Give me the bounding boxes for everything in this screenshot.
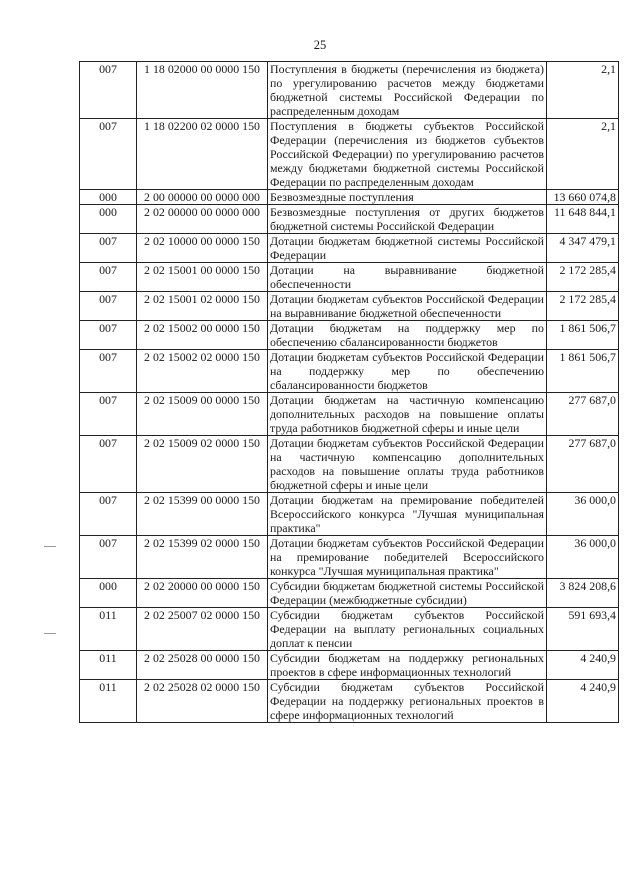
admin-code-cell: 007 <box>80 350 137 393</box>
table-row <box>80 350 619 393</box>
table-row <box>80 119 619 190</box>
admin-code-cell: 007 <box>80 292 137 321</box>
admin-code-cell: 007 <box>80 119 137 190</box>
classification-code-cell: 2 02 25028 00 0000 150 <box>137 651 268 680</box>
admin-code-cell: 011 <box>80 680 137 723</box>
classification-code-cell: 2 02 25028 02 0000 150 <box>137 680 268 723</box>
revenue-name-cell: Поступления в бюджеты субъектов Российской Федерации (перечисления из бюджетов субъектов Российской Федерации) по урегулированию расчетов между бюджетами бюджетной системы Российской Федерации по распределенным доходам <box>268 119 547 190</box>
revenue-name-cell: Дотации на выравнивание бюджетной обеспеченности <box>268 263 547 292</box>
margin-mark <box>44 633 56 634</box>
amount-cell: 277 687,0 <box>547 436 619 493</box>
budget-revenue-table <box>79 61 619 723</box>
amount-cell: 591 693,4 <box>547 608 619 651</box>
table-row <box>80 205 619 234</box>
amount-cell: 36 000,0 <box>547 536 619 579</box>
classification-code-cell: 2 02 15009 00 0000 150 <box>137 393 268 436</box>
amount-cell: 2,1 <box>547 119 619 190</box>
classification-code-cell: 2 02 15009 02 0000 150 <box>137 436 268 493</box>
amount-cell: 13 660 074,8 <box>547 190 619 205</box>
amount-cell: 4 347 479,1 <box>547 234 619 263</box>
admin-code-cell: 011 <box>80 651 137 680</box>
classification-code-cell: 2 02 15001 00 0000 150 <box>137 263 268 292</box>
amount-cell: 2 172 285,4 <box>547 263 619 292</box>
admin-code-cell: 011 <box>80 608 137 651</box>
table-row <box>80 651 619 680</box>
admin-code-cell: 007 <box>80 62 137 119</box>
revenue-name-cell: Дотации бюджетам бюджетной системы Российской Федерации <box>268 234 547 263</box>
table-row <box>80 436 619 493</box>
page-number: 25 <box>313 38 327 52</box>
classification-code-cell: 2 02 20000 00 0000 150 <box>137 579 268 608</box>
admin-code-cell: 000 <box>80 579 137 608</box>
revenue-name-cell: Субсидии бюджетам на поддержку региональных проектов в сфере информационных технологий <box>268 651 547 680</box>
revenue-name-cell: Дотации бюджетам субъектов Российской Федерации на частичную компенсацию дополнительных расходов на повышение оплаты труда работников бюджетной сферы и иные цели <box>268 436 547 493</box>
table-row <box>80 263 619 292</box>
classification-code-cell: 2 02 15399 02 0000 150 <box>137 536 268 579</box>
admin-code-cell: 007 <box>80 263 137 292</box>
revenue-name-cell: Дотации бюджетам на премирование победителей Всероссийского конкурса "Лучшая муниципальная практика" <box>268 493 547 536</box>
admin-code-cell: 000 <box>80 190 137 205</box>
revenue-name-cell: Безвозмездные поступления <box>268 190 547 205</box>
revenue-name-cell: Дотации бюджетам субъектов Российской Федерации на выравнивание бюджетной обеспеченности <box>268 292 547 321</box>
classification-code-cell: 1 18 02000 00 0000 150 <box>137 62 268 119</box>
amount-cell: 36 000,0 <box>547 493 619 536</box>
classification-code-cell: 2 02 15399 00 0000 150 <box>137 493 268 536</box>
table-row <box>80 579 619 608</box>
amount-cell: 4 240,9 <box>547 680 619 723</box>
table-row <box>80 493 619 536</box>
classification-code-cell: 2 02 15002 02 0000 150 <box>137 350 268 393</box>
amount-cell: 2,1 <box>547 62 619 119</box>
admin-code-cell: 007 <box>80 436 137 493</box>
classification-code-cell: 2 02 10000 00 0000 150 <box>137 234 268 263</box>
table-row <box>80 190 619 205</box>
amount-cell: 2 172 285,4 <box>547 292 619 321</box>
admin-code-cell: 007 <box>80 493 137 536</box>
table-row <box>80 608 619 651</box>
classification-code-cell: 2 02 15002 00 0000 150 <box>137 321 268 350</box>
table-row <box>80 62 619 119</box>
margin-mark <box>44 546 56 547</box>
table-row <box>80 321 619 350</box>
amount-cell: 4 240,9 <box>547 651 619 680</box>
revenue-name-cell: Безвозмездные поступления от других бюджетов бюджетной системы Российской Федерации <box>268 205 547 234</box>
classification-code-cell: 2 02 00000 00 0000 000 <box>137 205 268 234</box>
amount-cell: 1 861 506,7 <box>547 350 619 393</box>
revenue-name-cell: Дотации бюджетам на поддержку мер по обеспечению сбалансированности бюджетов <box>268 321 547 350</box>
revenue-name-cell: Субсидии бюджетам бюджетной системы Российской Федерации (межбюджетные субсидии) <box>268 579 547 608</box>
revenue-name-cell: Субсидии бюджетам субъектов Российской Федерации на поддержку региональных проектов в сфере информационных технологий <box>268 680 547 723</box>
revenue-name-cell: Дотации бюджетам субъектов Российской Федерации на поддержку мер по обеспечению сбалансированности бюджетов <box>268 350 547 393</box>
table-row <box>80 234 619 263</box>
table-row <box>80 292 619 321</box>
revenue-name-cell: Дотации бюджетам на частичную компенсацию дополнительных расходов на повышение оплаты труда работников бюджетной сферы и иные цели <box>268 393 547 436</box>
admin-code-cell: 007 <box>80 321 137 350</box>
amount-cell: 277 687,0 <box>547 393 619 436</box>
admin-code-cell: 000 <box>80 205 137 234</box>
amount-cell: 1 861 506,7 <box>547 321 619 350</box>
revenue-name-cell: Субсидии бюджетам субъектов Российской Федерации на выплату региональных социальных доплат к пенсии <box>268 608 547 651</box>
admin-code-cell: 007 <box>80 393 137 436</box>
admin-code-cell: 007 <box>80 234 137 263</box>
classification-code-cell: 1 18 02200 02 0000 150 <box>137 119 268 190</box>
admin-code-cell: 007 <box>80 536 137 579</box>
table-row <box>80 680 619 723</box>
amount-cell: 3 824 208,6 <box>547 579 619 608</box>
table-row <box>80 536 619 579</box>
classification-code-cell: 2 02 25007 02 0000 150 <box>137 608 268 651</box>
classification-code-cell: 2 02 15001 02 0000 150 <box>137 292 268 321</box>
classification-code-cell: 2 00 00000 00 0000 000 <box>137 190 268 205</box>
table-row <box>80 393 619 436</box>
amount-cell: 11 648 844,1 <box>547 205 619 234</box>
revenue-name-cell: Поступления в бюджеты (перечисления из бюджета) по урегулированию расчетов между бюджетами бюджетной системы Российской Федерации по распределенным доходам <box>268 62 547 119</box>
revenue-name-cell: Дотации бюджетам субъектов Российской Федерации на премирование победителей Всероссийского конкурса "Лучшая муниципальная практика" <box>268 536 547 579</box>
